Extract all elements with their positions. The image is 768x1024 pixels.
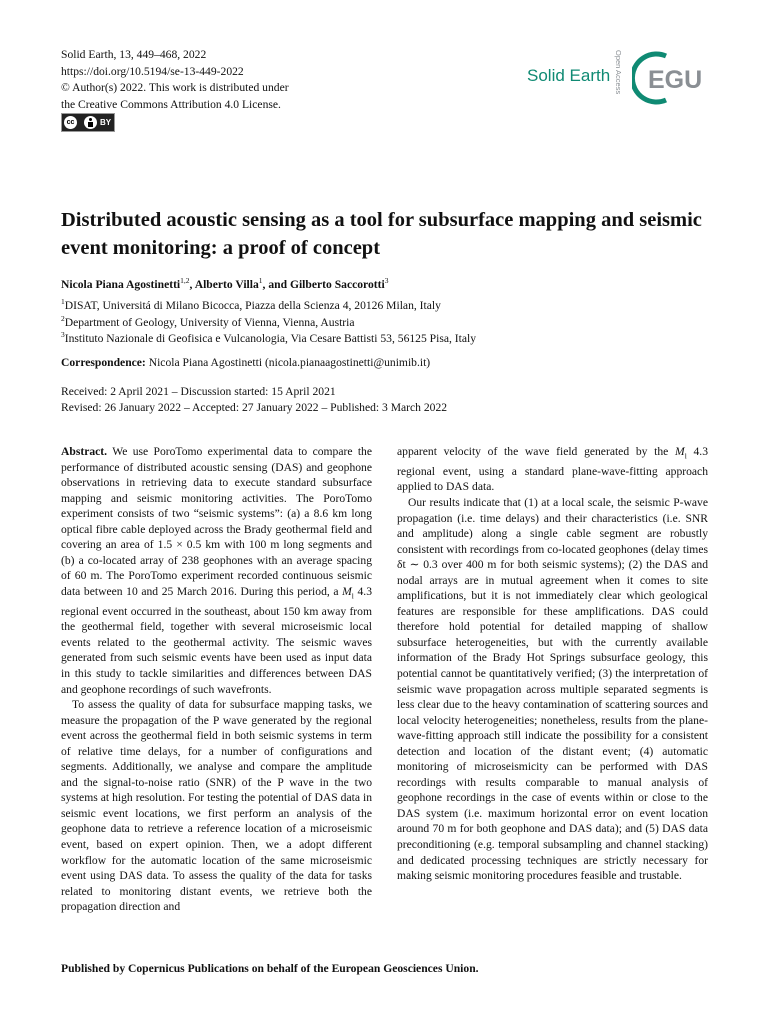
cc-by-badge[interactable] [61,113,115,132]
article-title: Distributed acoustic sensing as a tool for subsurface mapping and seismic event monitoring: a proof of concept [61,209,702,259]
author-separator: , and [262,277,290,291]
abstract-text: apparent velocity of the wave field generated by the [397,445,676,458]
affiliation-line [61,314,355,329]
abstract-paragraph: Our results indicate that (1) at a local scale, the seismic P-wave propagation (i.e. time delays) and their characteristics (i.e. SNR and amplitude) along a single cable segment are robustly consistent with recordings from co-located geophones (delay times δt ∼ 0.3 over 400 m for both seismic systems); (2) the DAS and nodal arrays are in mutual agreement when it comes to site amplifications, but it is not immediately clear which geological features are responsible for these amplifications. DAS could therefore hold potential for detailed mapping of shallow subsurface heterogeneities, but with the currently available information of the Brady Hot Springs subsurface geology, this potential cannot be quantitatively verified; (3) the interpretation of seismic wave propagation across multiple separated segments is less clear due to the heavy contamination of scattering sources and local velocity heterogeneities; nonetheless, results from the plane-wave-fitting approach still indicate the possibility for a consistent detection and location of the distant event; (4) automatic monitoring of microseismicity can be performed with DAS recordings with results comparable to manual analysis of geophone recordings in the case of events within or close to the DAS system (i.e. maximum horizontal error on event location around 70 m for both geophone and DAS data); and (5) DAS data preconditioning (e.g. temporal subsampling and channel stacking) and dedicated processing techniques are strictly necessary for making seismic monitoring procedures feasible and trustable. [397,495,708,883]
dates-revised: Revised: 26 January 2022 – Accepted: 27 January 2022 – Published: 3 March 2022 [61,401,448,414]
author-name[interactable]: Alberto Villa [194,277,259,291]
abstract-text: 4.3 regional event, using a standard plane-wave-fitting approach applied to DAS data. [397,445,709,494]
abstract-column-left [61,444,372,915]
copyright-line: © Author(s) 2022. This work is distributed under [61,81,289,94]
author-affiliation-ref: 3 [384,276,389,285]
magnitude-symbol: M [342,584,352,598]
cc-icon: cc [64,116,77,129]
author-name[interactable]: Nicola Piana Agostinetti [61,277,181,291]
author-affiliation-ref: 1,2 [180,276,190,285]
author-name[interactable]: Gilberto Saccorotti [289,277,385,291]
affiliation-text: Instituto Nazionale di Geofisica e Vulcanologia, Via Cesare Battisti 53, 56125 Pisa, Italy [64,331,477,345]
correspondence [61,356,430,369]
publisher-footer: Published by Copernicus Publications on behalf of the European Geosciences Union. [61,962,479,975]
author-separator: , [189,277,195,291]
header-info [61,47,289,113]
affiliation-number: 3 [61,330,65,339]
affiliation-line [61,330,476,345]
abstract-paragraph [397,444,708,495]
abstract-paragraph [61,444,372,697]
dates-received: Received: 2 April 2021 – Discussion started: 15 April 2021 [61,385,336,398]
doi-link[interactable]: https://doi.org/10.5194/se-13-449-2022 [61,64,244,78]
affiliation-number: 2 [61,314,65,323]
affiliation-text: Department of Geology, University of Vienna, Vienna, Austria [64,315,355,329]
correspondence-contact[interactable]: Nicola Piana Agostinetti (nicola.pianaagostinetti@unimib.it) [148,356,431,369]
abstract-text: We use PoroTomo experimental data to compare the performance of distributed acoustic sensing (DAS) and geophone observations in retrieving data to execute standard subsurface mapping and seismic monitoring activities. The PoroTomo experiment consists of two “seismic systems”: (a) a 8.6 km long optical fibre cable deployed across the Brady geothermal field and covering an area of 1.5 × 0.5 km with 100 m long segments and (b) a co-located array of 238 geophones with an average spacing of 60 m. The PoroTomo experiment recorded continuous seismic data between 10 and 25 March 2016. During this period, a [61,445,372,598]
journal-name: Solid Earth [527,66,611,85]
abstract-label: Abstract. [61,445,108,458]
by-label: BY [100,118,112,127]
license-line: the Creative Commons Attribution 4.0 License. [61,97,281,111]
person-icon [84,116,97,129]
affiliation-text: DISAT, Universitá di Milano Bicocca, Piazza della Scienza 4, 20126 Milan, Italy [64,298,441,312]
correspondence-label: Correspondence: [61,356,146,369]
author-list [61,276,388,291]
affiliation-number: 1 [61,297,65,306]
abstract-text: 4.3 regional event occurred in the southeast, about 150 km away from the geothermal field, together with several microseismic local events related to the geothermal activity. The seismic waves generated from such seismic events have been used as input data in this study to tackle similarities and differences between DAS and geophone recordings of such wavefronts. [61,584,372,696]
magnitude-symbol: M [675,445,685,458]
magnitude-subscript: l [351,591,354,601]
egu-logo-text: EGU [648,66,703,94]
affiliation-line [61,297,441,312]
open-access-label [614,50,626,108]
magnitude-subscript: l [684,451,687,461]
open-access-text: Open Access [614,50,623,95]
journal-citation: Solid Earth, 13, 449–468, 2022 [61,48,207,61]
abstract-paragraph: To assess the quality of data for subsurface mapping tasks, we measure the propagation of the P wave generated by the regional event across the geothermal field in both seismic systems in term of relative time delays, for a number of configurations and segments. Additionally, we analyse and compare the amplitude and the signal-to-noise ratio (SNR) of the P wave in the two systems at high resolution. For testing the potential of DAS data in seismic event locations, we first perform an analysis of the geophone data to retrieve a reference location of a microseismic event, based on expert opinion. Then, we a adopt different workflow for the automatic location of the same microseismic event using DAS data. To assess the quality of the data for tasks related to monitoring distant events, we retrieve both the propagation direction and [61,698,372,914]
egu-logo [632,50,710,106]
author-affiliation-ref: 1 [258,276,263,285]
abstract-column-right [397,444,708,884]
